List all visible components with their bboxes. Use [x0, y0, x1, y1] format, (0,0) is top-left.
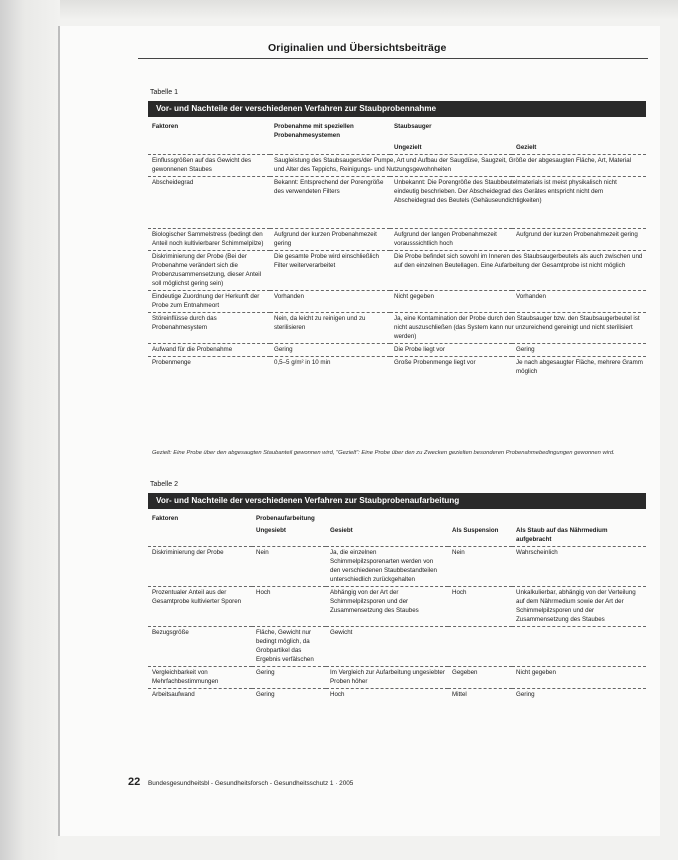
value-cell: Je nach abgesaugter Fläche, mehrere Gramm möglich	[512, 357, 646, 379]
scan-shadow-top	[0, 0, 678, 20]
value-cell: Mittel	[448, 689, 512, 702]
value-cell: Gegeben	[448, 667, 512, 689]
table-row	[148, 344, 646, 357]
value-cell	[512, 627, 646, 667]
table-row	[148, 177, 646, 229]
value-cell: Abhängig von der Art der Schimmelpilzsporen und der Zusammensetzung des Staubes	[326, 587, 448, 627]
table2-subheader-cell: Ungesiebt	[256, 527, 286, 534]
value-cell: Die gesamte Probe wird einschließlich Filter weiterverarbeitet	[270, 251, 390, 291]
value-cell: Hoch	[252, 587, 326, 627]
value-cell: Vorhanden	[512, 291, 646, 313]
factor-cell: Störeinflüsse durch das Probenahmesystem	[148, 313, 270, 344]
value-cell: Fläche, Gewicht nur bedingt möglich, da Grobpartikel das Ergebnis verfälschen	[252, 627, 326, 667]
value-cell: Gering	[252, 667, 326, 689]
value-cell: Wahrscheinlich	[512, 547, 646, 587]
factor-cell: Prozentualer Anteil aus der Gesamtprobe kultivierter Sporen	[148, 587, 252, 627]
table1-footnote: Gezielt: Eine Probe über den abgesaugten Staubanteil gewonnen wird, "Gezielt": Eine Probe über den zu Zwecken gezielten besonderen Probenahmebedingungen gewonnen wird.	[152, 450, 615, 456]
table2-subheader-cell: Gesiebt	[330, 527, 353, 534]
table-row	[148, 547, 646, 587]
table1-subheader-row	[148, 142, 646, 155]
value-cell: Im Vergleich zur Aufarbeitung ungesiebter Proben höher	[326, 667, 448, 689]
value-cell: Gering	[512, 344, 646, 357]
table2-subheader-cell	[148, 525, 252, 547]
table-row	[148, 689, 646, 702]
value-cell: Hoch	[326, 689, 448, 702]
value-cell: Aufgrund der kurzen Probenahmezeit gering	[270, 229, 390, 251]
factor-cell: Bezugsgröße	[148, 627, 252, 667]
factor-cell: Aufwand für die Probenahme	[148, 344, 270, 357]
factor-cell: Probenmenge	[148, 357, 270, 379]
factor-cell: Vergleichbarkeit von Mehrfachbestimmungen	[148, 667, 252, 689]
table1-subheader-cell	[148, 142, 270, 155]
value-cell: Aufgrund der kurzen Probenahmezeit gering	[512, 229, 646, 251]
factor-cell: Einflussgrößen auf das Gewicht des gewonnenen Staubes	[148, 155, 270, 177]
table1-heading: Vor- und Nachteile der verschiedenen Verfahren zur Staubprobennahme	[148, 101, 646, 117]
value-cell: Nein	[252, 547, 326, 587]
page-footer	[128, 776, 353, 788]
value-cell	[448, 627, 512, 667]
factor-cell: Arbeitsaufwand	[148, 689, 252, 702]
table-row	[148, 357, 646, 379]
value-cell: Vorhanden	[270, 291, 390, 313]
table1-header-cell: Staubsauger	[394, 123, 432, 130]
table2-subheader-row	[148, 525, 646, 547]
table-row	[148, 587, 646, 627]
table1-header-cell: Faktoren	[152, 123, 179, 130]
scan-shadow-left	[0, 0, 60, 860]
factor-cell: Eindeutige Zuordnung der Herkunft der Probe zum Entnahmeort	[148, 291, 270, 313]
value-cell: Gering	[252, 689, 326, 702]
table-row	[148, 291, 646, 313]
table1-label: Tabelle 1	[150, 89, 179, 96]
table2-header-cell: Probenaufarbeitung	[256, 515, 315, 522]
value-cell: Unbekannt: Die Porengröße des Staubbeutelmaterials ist meist physikalisch nicht eindeutig beschrieben. Der Abscheidegrad des Gerätes entspricht nicht dem Abscheidegrad des Beutels (Gehäuseundichtigkeiten)	[390, 177, 646, 229]
value-cell: Die Probe liegt vor	[390, 344, 512, 357]
table-row	[148, 229, 646, 251]
value-cell: Ja, eine Kontamination der Probe durch den Staubsauger bzw. den Staubsaugerbeutel ist nicht auszuschließen (das System kann nur unzureichend gereinigt und nicht sterilisiert werden)	[390, 313, 646, 344]
value-cell: Große Probenmenge liegt vor	[390, 357, 512, 379]
table-row	[148, 667, 646, 689]
table2-subheader-cell: Als Suspension	[452, 527, 499, 534]
journal-citation: Bundesgesundheitsbl - Gesundheitsforsch - Gesundheitsschutz 1 · 2005	[148, 780, 354, 787]
factor-cell: Biologischer Sammelstress (bedingt den Anteil noch kultivierbarer Schimmelpilze)	[148, 229, 270, 251]
value-cell: Nein, da leicht zu reinigen und zu sterilisieren	[270, 313, 390, 344]
value-cell: 0,5–5 g/m² in 10 min	[270, 357, 390, 379]
value-cell: Ja, die einzelnen Schimmelpilzsporenarten werden von den verschiedenen Staubbestandteilen unterschiedlich zurückgehalten	[326, 547, 448, 587]
value-cell: Hoch	[448, 587, 512, 627]
table1-subheader-cell: Ungezielt	[394, 144, 422, 151]
section-title: Originalien und Übersichtsbeiträge	[268, 42, 447, 54]
table1-header-cell	[512, 121, 646, 142]
factor-cell: Diskriminierung der Probe	[148, 547, 252, 587]
value-cell: Nicht gegeben	[512, 667, 646, 689]
table-row	[148, 627, 646, 667]
table2-header-cell: Faktoren	[152, 515, 179, 522]
value-cell: Saugleistung des Staubsaugers/der Pumpe, Art und Aufbau der Saugdüse, Saugzeit, Größe der abgesaugten Fläche, Art, Material und Alter des Teppichs, Reinigungs- und Nutzungsgewohnheiten	[270, 155, 646, 177]
table1-header-row	[148, 121, 646, 142]
table-row	[148, 313, 646, 344]
value-cell: Nicht gegeben	[390, 291, 512, 313]
factor-cell: Diskriminierung der Probe (Bei der Probenahme verändert sich die Probenzusammensetzung, dieser Anteil soll möglichst gering sein)	[148, 251, 270, 291]
table1-subheader-cell	[270, 142, 390, 155]
value-cell: Bekannt: Entsprechend der Porengröße des verwendeten Filters	[270, 177, 390, 229]
value-cell: Aufgrund der langen Probenahmezeit vorausssichtlich hoch	[390, 229, 512, 251]
table2-header-row	[148, 513, 646, 525]
table1	[148, 121, 646, 378]
table2-heading: Vor- und Nachteile der verschiedenen Verfahren zur Staubprobenaufarbeitung	[148, 493, 646, 509]
value-cell: Die Probe befindet sich sowohl im Inneren des Staubsaugerbeutels als auch zwischen und auf den einzelnen Beutellagen. Eine Aufarbeitung der Gesamtprobe ist nicht möglich	[390, 251, 646, 291]
table2	[148, 513, 646, 701]
factor-cell: Abscheidegrad	[148, 177, 270, 229]
table1-subheader-cell: Gezielt	[516, 144, 537, 151]
value-cell: Nein	[448, 547, 512, 587]
value-cell: Gewicht	[326, 627, 448, 667]
value-cell: Gering	[512, 689, 646, 702]
value-cell: Unkalkulierbar, abhängig von der Verteilung auf dem Nährmedium sowie der Art der Schimmelpilzsporen und der Zusammensetzung des Staubes	[512, 587, 646, 627]
table2-subheader-cell: Als Staub auf das Nährmedium aufgebracht	[516, 527, 608, 543]
table2-label: Tabelle 2	[150, 481, 179, 488]
table-row	[148, 155, 646, 177]
page-number: 22	[128, 776, 141, 788]
header-rule	[138, 58, 648, 59]
value-cell: Gering	[270, 344, 390, 357]
table1-header-cell: Probenahme mit speziellen Probenahmesystemen	[274, 123, 354, 139]
table-row	[148, 251, 646, 291]
